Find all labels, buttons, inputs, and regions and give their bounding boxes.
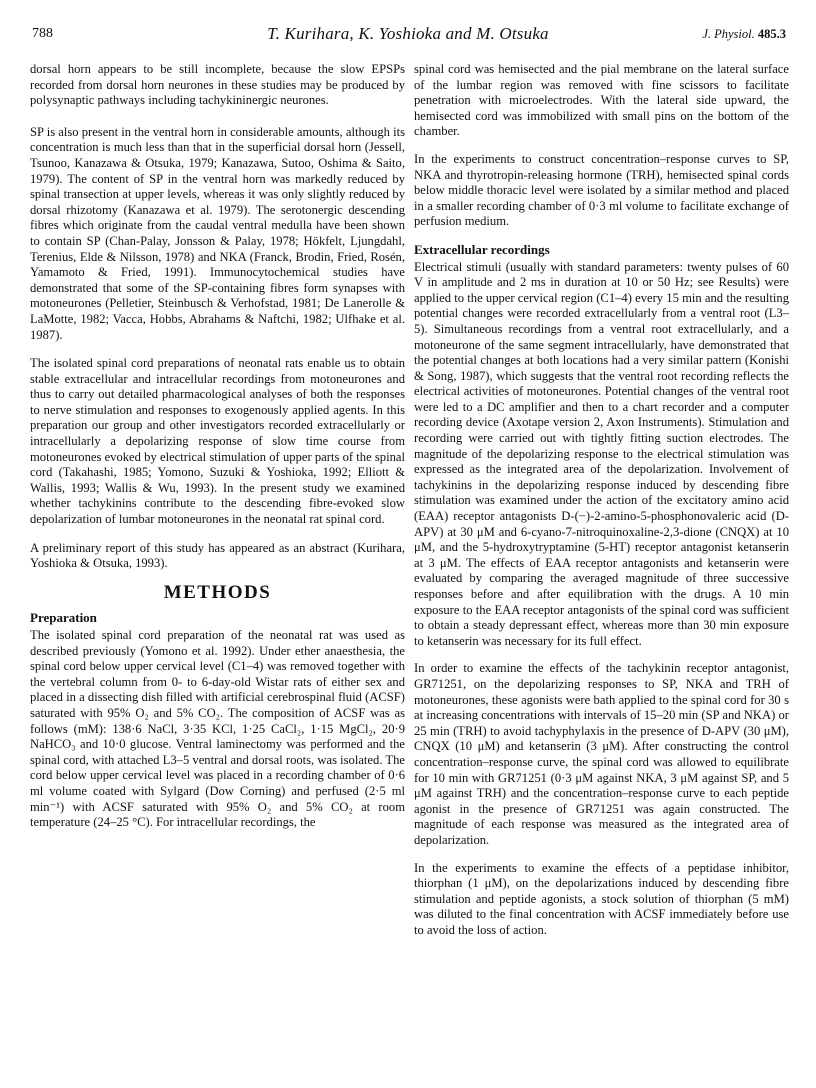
journal-citation xyxy=(702,27,786,42)
left-column xyxy=(30,62,405,844)
paragraph: A preliminary report of this study has appeared as an abstract (Kurihara, Yoshioka & Otsuka, 1993). xyxy=(30,540,405,571)
extracellular-recordings-subheading: Extracellular recordings xyxy=(414,241,550,257)
preparation-subheading: Preparation xyxy=(30,610,97,626)
right-column xyxy=(414,62,789,950)
running-head-authors: T. Kurihara, K. Yoshioka and M. Otsuka xyxy=(267,24,549,43)
page-header xyxy=(30,26,786,50)
paragraph: The isolated spinal cord preparation of the neonatal rat was used as described previously (Yomono et al. 1992). Under ether anaesthesia, the spinal cord below upper cervical level (C1–4) was removed together with the vertebral column from 0- to 6-day-old Wistar rats of either sex and placed in a dissecting dish filled with artificial cerebrospinal fluid (ACSF) saturated with 95% O₂ and 5% CO₂. The composition of ACSF was as follows (mM): 138·6 NaCl, 3·35 KCl, 1·25 CaCl₂, 1·15 MgCl₂, 20·9 NaHCO₃ and 10·0 glucose. Ventral laminectomy was performed and the spinal cord, with attached L3–5 ventral and dorsal roots, was isolated. The cord below upper cervical level was placed in a recording chamber of 0·6 ml volume coated with Sylgard (Dow Corning) and perfused (2·5 ml min⁻¹) with ACSF saturated with 95% O₂ and 5% CO₂ at room temperature (24–25 °C). For intracellular recordings, the xyxy=(30,628,405,830)
paragraph: Electrical stimuli (usually with standard parameters: twenty pulses of 60 V in amplitude and 2 ms in duration at 10 or 50 Hz; see Results) were applied to the upper cervical region (C1–4) every 15 min and the resulting potential changes were recorded extracellularly from a ventral root (L3–5). Simultaneous recordings from a ventral root extracellularly, and a motoneurone of the same segment intracellularly, have demonstrated that the potential changes at both locations had a very similar pattern (Konishi & Song, 1987), which suggests that the ventral root recording reflects the electrical activities of motoneurones. Potential changes of the ventral root were led to a DC amplifier and then to a chart recorder and a computer recording device (Axotape version 2, Axon Instruments). Stimulation and recording were carried out with tightly fitting suction electrodes. The magnitude of the depolarizing response to the electrical stimulation was expressed as the integrated area of the depolarization. Involvement of tachykinins in the depolarizing response induced by descending fibre stimulation was examined under the action of the excitatory amino acid (EAA) receptor antagonists D-(−)-2-amino-5-phosphonovaleric acid (D-APV) at 30 μM and 6-cyano-7-nitroquinoxaline-2,3-dione (CNQX) at 10 μM, and the 5-hydroxytryptamine (5-HT) receptor antagonist ketanserin at 3 μM. The effects of EAA receptor antagonists and ketanserin were evaluated by comparing the averaged magnitude of three successive responses before and after equilibration with the drugs. A 10 min exposure to the EAA receptor antagonists of the spinal cord was sufficient to obtain a steady depressant effect, whereas more than 30 min exposure to ketanserin was necessary for its full effect. xyxy=(414,259,789,648)
methods-heading: METHODS xyxy=(163,581,272,603)
paragraph: In order to examine the effects of the tachykinin receptor antagonist, GR71251, on the depolarizing responses to SP, NKA and TRH of motoneurones, these agonists were bath applied to the spinal cord for 30 s at increasing concentrations with intervals of 15–20 min (SP and NKA) or 25 min (TRH) to avoid tachyphylaxis in the presence of D-APV (30 μM), CNQX (10 μM) and ketanserin (3 μM). After constructing the control concentration–response curve, the spinal cord was allowed to equilibrate for 10 min with GR71251 (0·3 μM against NKA, 3 μM against SP, and 5 μM against TRH) and the concentration–response curve to each peptide agonist in the presence of GR71251 was again constructed. The magnitude of each response was measured as the integrated area of depolarization. xyxy=(414,661,789,847)
journal-name: J. Physiol. xyxy=(702,27,755,41)
paragraph: SP is also present in the ventral horn in considerable amounts, although its concentration is much less than that in the superficial dorsal horn (Jessell, Tsunoo, Kanazawa & Otsuka, 1979; Kanazawa, Sutoo, Oshima & Saito, 1979). The content of SP in the ventral horn was markedly reduced by spinal transection at upper levels, whereas it was only slightly reduced by dorsal rhizotomy (Kanazawa et al. 1979). The serotonergic descending fibres which originate from the caudal ventral medulla have been shown to contain SP (Chan-Palay, Jonsson & Palay, 1978; Hökfelt, Ljungdahl, Terenius, Elde & Nilsson, 1978) and NKA (Franck, Brodin, Fried, Rosén, Yamamoto & Fried, 1991). Immunocytochemical studies have demonstrated that some of the SP-containing fibres form synapses with motoneurones (Pelletier, Steinbusch & Verhofstad, 1981; De Lanerolle & LaMotte, 1982; Vacca, Hobbs, Abrahams & Naftchi, 1982; Ulfhake et al. 1987). xyxy=(30,124,405,342)
journal-volume: 485.3 xyxy=(757,27,786,41)
paragraph: In the experiments to examine the effects of a peptidase inhibitor, thiorphan (1 μM), on the depolarizations induced by descending fibre stimulation and peptide agonists, a stock solution of thiorphan (5 mM) was diluted to the final concentration with ACSF immediately before use to avoid the loss of action. xyxy=(414,860,789,937)
paragraph: dorsal horn appears to be still incomplete, because the slow EPSPs recorded from dorsal horn neurones in these studies may be produced by polysynaptic pathways including tachykininergic neurones. xyxy=(30,62,405,108)
page-number: 788 xyxy=(32,26,53,41)
paragraph: In the experiments to construct concentration–response curves to SP, NKA and thyrotropin-releasing hormone (TRH), hemisected spinal cords below middle thoracic level were isolated by a similar method and placed in a smaller recording chamber of 0·3 ml volume to facilitate exchange of perfusion medium. xyxy=(414,151,789,229)
paragraph: The isolated spinal cord preparations of neonatal rats enable us to obtain stable extracellular and intracellular recordings from motoneurones and thus to carry out detailed pharmacological analyses of both the responses to nerve stimulation and responses to exogenously applied agents. In this preparation our group and other investigators recorded extracellularly or intracellularly a depolarizing response of slow time course from motoneurones evoked by electrical stimulation of upper parts of the spinal cord (Takahashi, 1985; Yomono, Suzuki & Yoshioka, 1992; Elliott & Wallis, 1993; Wallis & Wu, 1993). In the present study we examined whether tachykinins contribute to the descending fibre-evoked slow depolarization of lumbar motoneurones in the neonatal rat spinal cord. xyxy=(30,356,405,527)
paragraph: spinal cord was hemisected and the pial membrane on the lateral surface of the lumbar region was removed with fine scissors to facilitate penetration with microelectrodes. With the lateral side upward, the hemisected cord was immobilized with small pins on the bottom of the chamber. xyxy=(414,62,789,139)
